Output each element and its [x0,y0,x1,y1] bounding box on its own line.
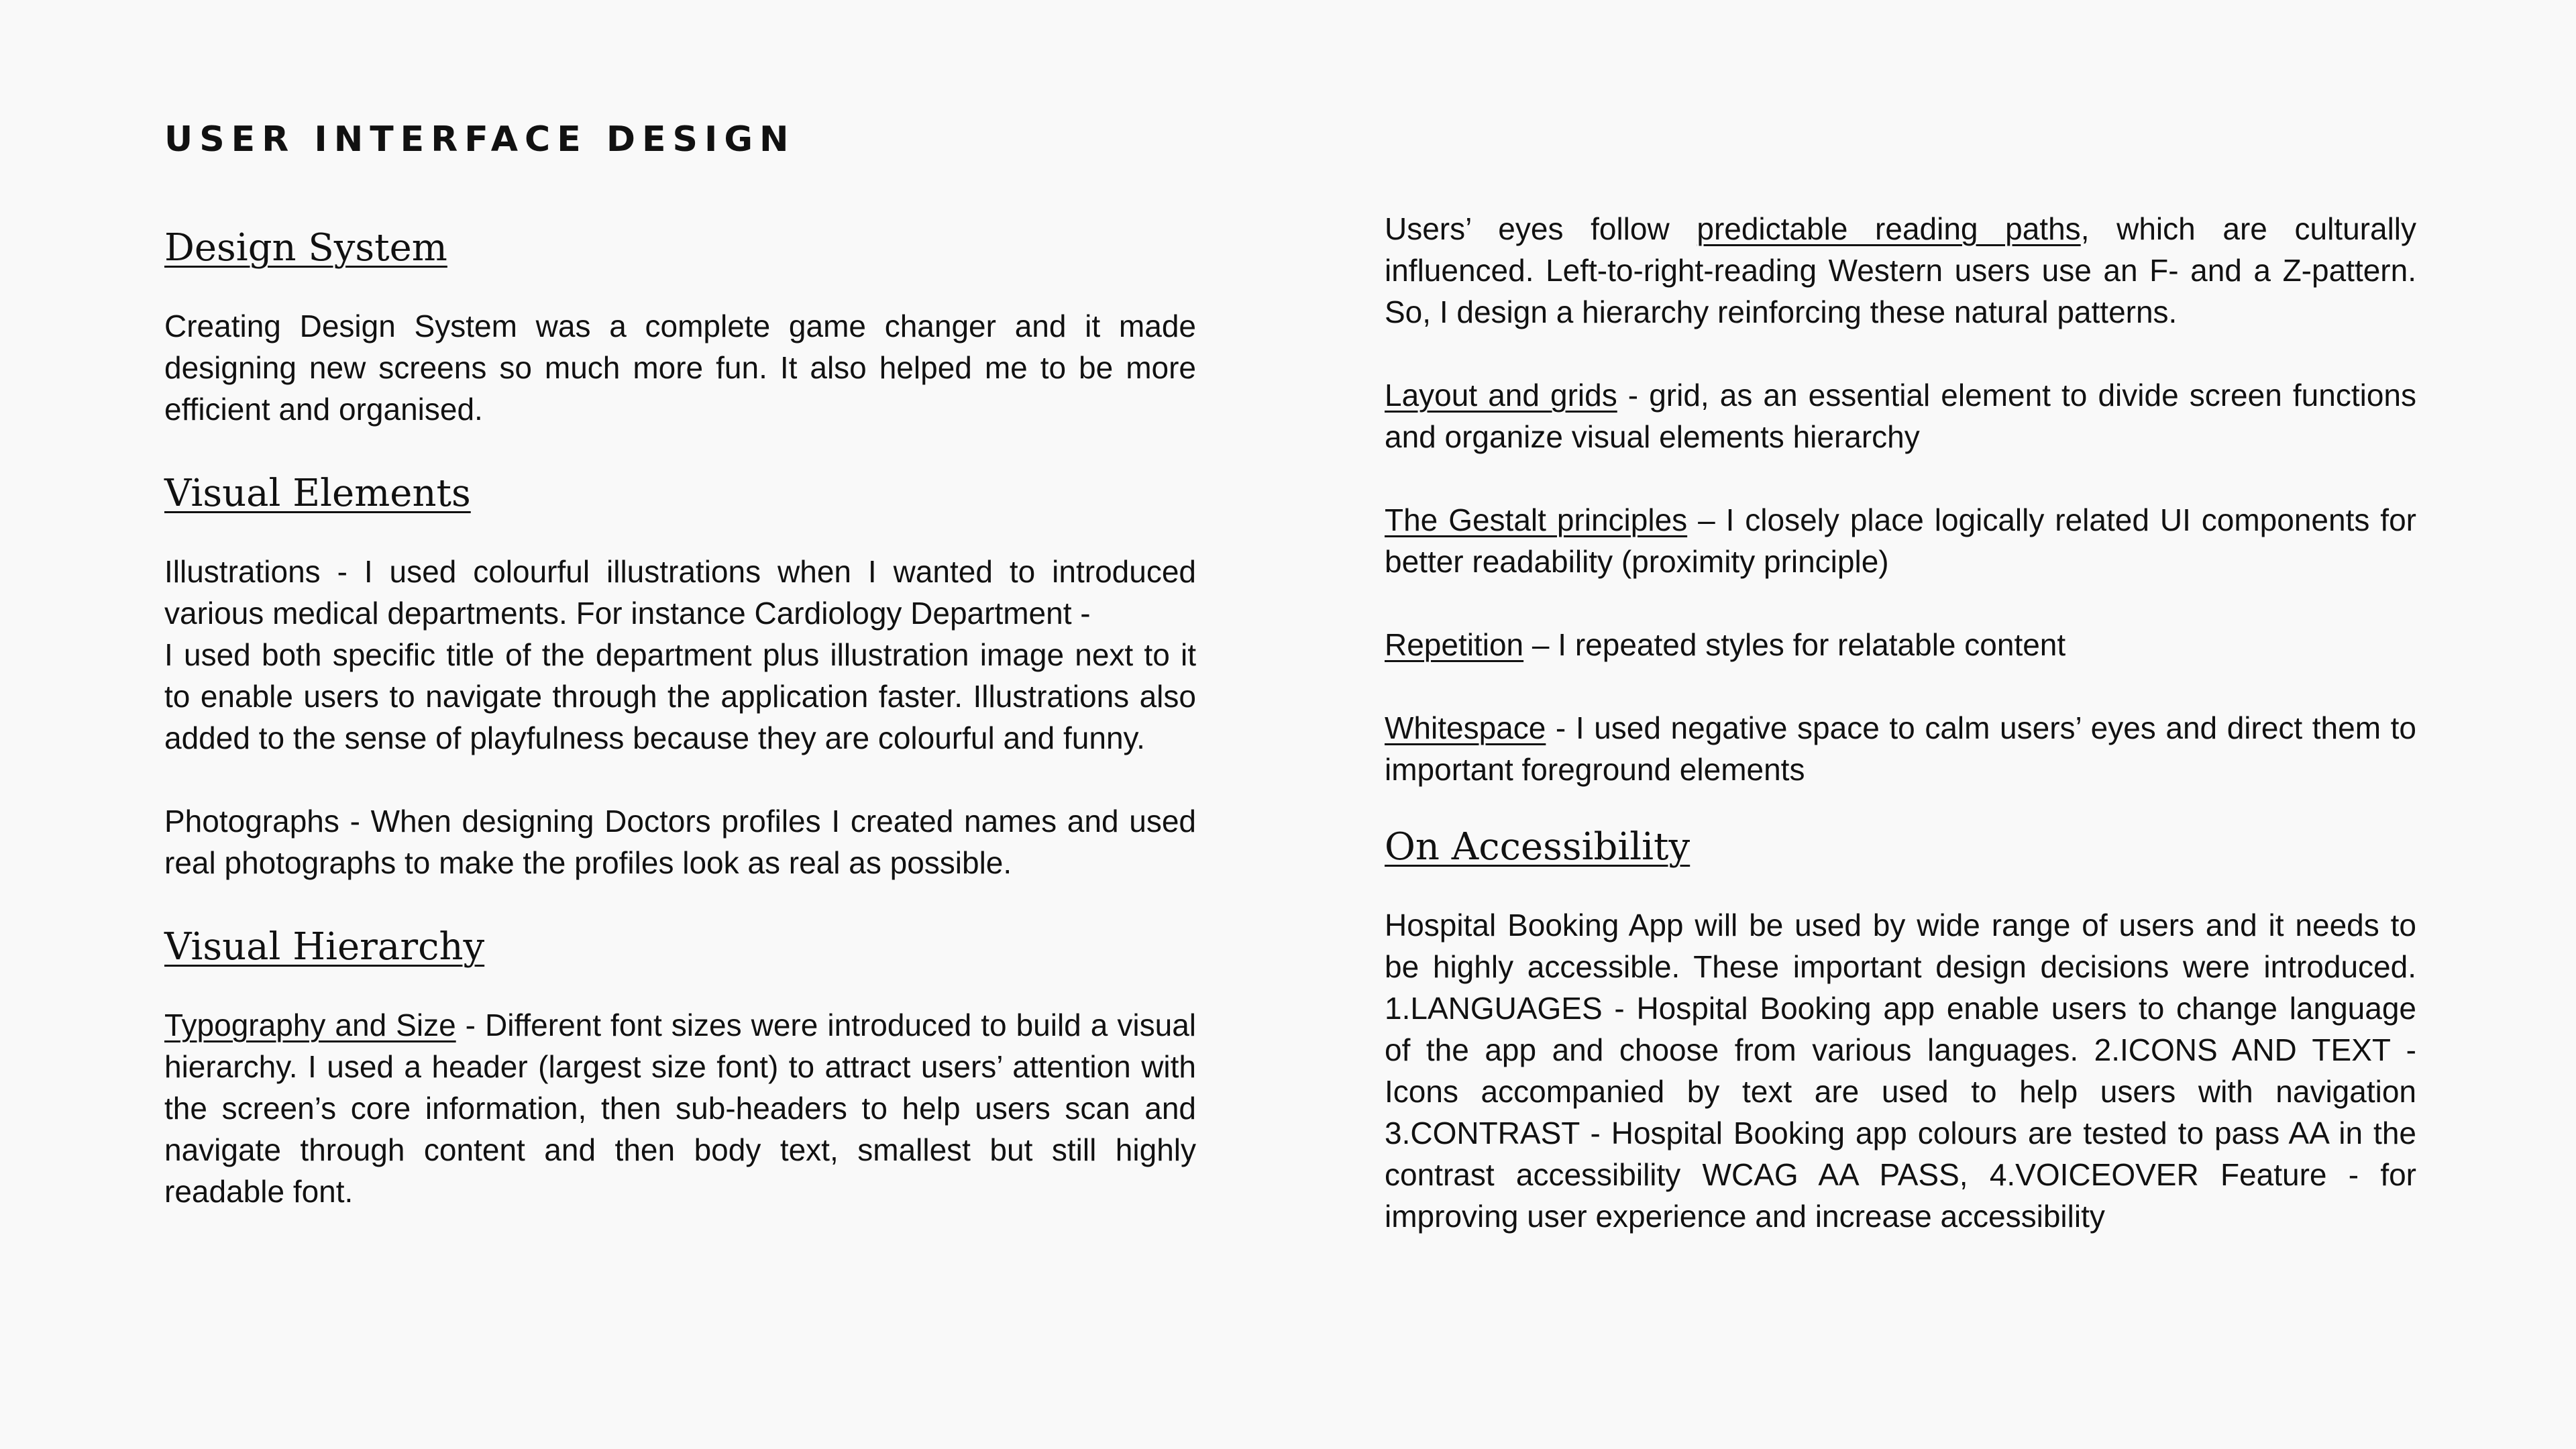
right-column [1385,208,2416,1237]
repetition-paragraph [1385,624,2416,665]
whitespace-text: - I used negative space to calm users’ eyes and direct them to important foreground elements [1385,710,2416,787]
visual-elements-heading: Visual Elements [164,472,471,515]
gestalt-text: – I closely place logically related UI components for better readability (proximity principle) [1385,502,2416,579]
repetition-term: Repetition [1385,627,1524,662]
whitespace-paragraph [1385,707,2416,790]
design-system-heading: Design System [164,226,447,270]
reading-paths-paragraph [1385,208,2416,333]
accessibility-paragraph: Hospital Booking App will be used by wide range of users and it needs to be highly accessible. These important design decisions were introduced. 1.LANGUAGES - Hospital Booking app enable users to change language of the app and choose from various languages. 2.ICONS AND TEXT - Icons accompanied by text are used to help users with navigation 3.CONTRAST - Hospital Booking app colours are tested to pass AA in the contrast accessibility WCAG AA PASS, 4.VOICEOVER Feature - for improving user experience and increase accessibility [1385,908,2416,1234]
typography-paragraph [164,1004,1196,1212]
accessibility-heading: On Accessibility [1385,825,1690,869]
page-title: USER INTERFACE DESIGN [164,119,796,160]
layout-grids-term: Layout and grids [1385,378,1617,413]
illustrations-paragraph-2: I used both specific title of the department plus illustration image next to it to enable users to navigate through the application faster. Illustrations also added to the sense of playfulness because they are colourful and funny. [164,637,1196,755]
typography-text: - Different font sizes were introduced to build a visual hierarchy. I used a header (largest size font) to attract users’ attention with the screen’s core information, then sub-headers to help users scan and navigate through content and then body text, smallest but still highly readable font. [164,1008,1196,1209]
repetition-text: – I repeated styles for relatable content [1523,627,2066,662]
gestalt-term: The Gestalt principles [1385,502,1688,537]
whitespace-term: Whitespace [1385,710,1546,745]
reading-prefix: Users’ eyes follow [1385,211,1697,246]
visual-hierarchy-heading: Visual Hierarchy [164,925,485,969]
layout-grids-text: - grid, as an essential element to divide screen functions and organize visual elements hierarchy [1385,378,2416,454]
reading-paths-term: predictable reading paths [1697,211,2081,246]
photographs-paragraph: Photographs - When designing Doctors profiles I created names and used real photographs to make the profiles look as real as possible. [164,804,1196,880]
layout-grids-paragraph [1385,374,2416,458]
illustrations-paragraph-1: Illustrations - I used colourful illustrations when I wanted to introduced various medical departments. For instance Cardiology Department - [164,554,1196,631]
reading-paths-text: , which are culturally influenced. Left-to-right-reading Western users use an F- and a Z-pattern. So, I design a hierarchy reinforcing these natural patterns. [1385,211,2417,329]
design-system-paragraph: Creating Design System was a complete game changer and it made designing new screens so much more fun. It also helped me to be more efficient and organised. [164,309,1196,427]
typography-term: Typography and Size [164,1008,456,1042]
gestalt-paragraph [1385,499,2416,582]
left-column [164,218,1196,1212]
